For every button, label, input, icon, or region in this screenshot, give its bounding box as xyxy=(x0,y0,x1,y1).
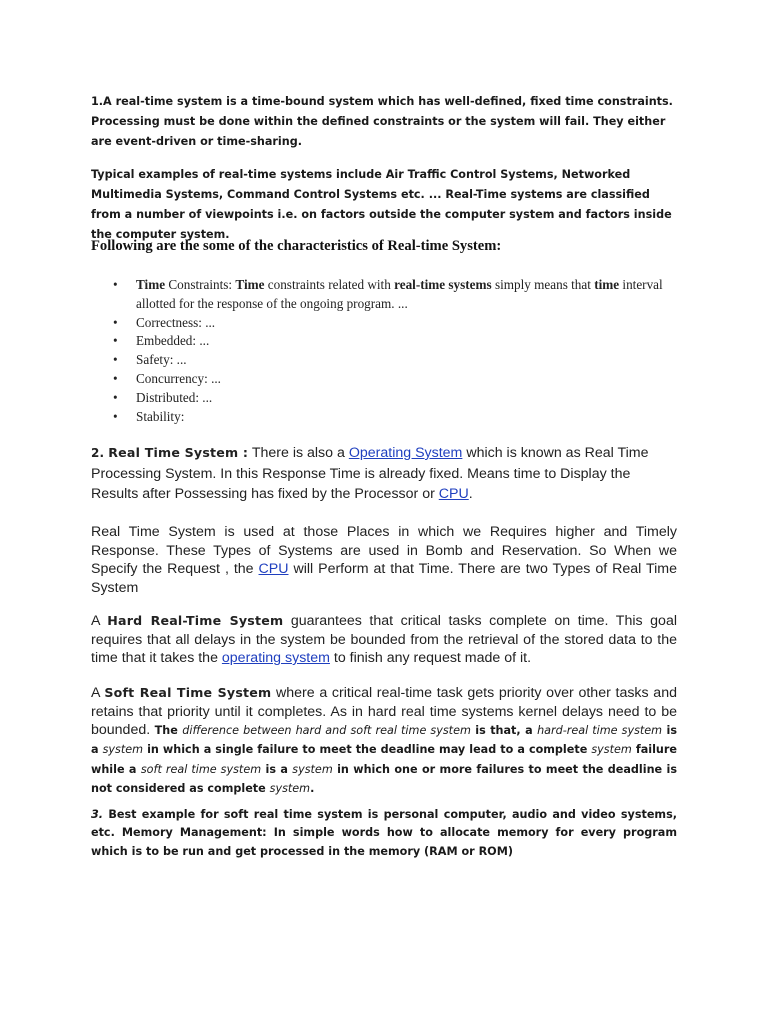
definition-text xyxy=(91,724,677,795)
definition-part: is that, a xyxy=(470,724,538,737)
list-item-text: constraints related with xyxy=(264,277,395,292)
list-item xyxy=(113,389,673,408)
paragraph-text: A xyxy=(91,685,105,701)
characteristics-heading: Following are the some of the characteristics of Real-time System: xyxy=(91,238,502,254)
characteristics-list xyxy=(113,276,673,426)
bullet-icon: • xyxy=(113,314,118,330)
paragraph-text: Best example for soft real time system is personal computer, audio and video systems, etc. Memory Management: In simple words how to allocate memory for every program which is to be run and get processed in the memory (RAM or ROM) xyxy=(91,808,677,858)
definition-part: is a xyxy=(261,762,293,776)
paragraph-text: to finish any request made of it. xyxy=(329,650,532,666)
list-item xyxy=(113,276,673,314)
operating-system-link[interactable]: Operating System xyxy=(348,445,463,461)
bullet-icon: • xyxy=(113,352,118,368)
definition-part: is a xyxy=(91,724,678,757)
hard-real-time-term: Hard Real-Time System xyxy=(107,613,284,628)
list-item-text: Distributed: ... xyxy=(136,389,213,405)
definition-part: failure while a xyxy=(91,743,677,776)
list-item-text: interval allotted for the response of the ongoing program. ... xyxy=(136,277,663,311)
definition-emphasis: system xyxy=(102,743,144,757)
list-item xyxy=(113,332,673,351)
paragraph-usage xyxy=(91,523,677,597)
paragraph-hard-real-time xyxy=(91,612,677,668)
list-item-bold: Time xyxy=(235,277,265,292)
list-item-text: Correctness: ... xyxy=(136,314,216,330)
cpu-link[interactable]: CPU xyxy=(438,486,469,502)
paragraph-text: A xyxy=(91,613,108,629)
list-item xyxy=(113,314,673,333)
definition-part: . xyxy=(310,781,315,795)
definition-part: in which one or more failures to meet the deadline is not considered as complete xyxy=(91,762,677,795)
list-item-text: Concurrency: ... xyxy=(136,370,221,386)
list-item xyxy=(113,408,673,427)
operating-system-link[interactable]: operating system xyxy=(221,650,330,666)
bullet-icon: • xyxy=(113,277,118,292)
paragraph-text: guarantees that critical tasks complete on time. This goal requires that all delays in the system be bounded from the retrieval of the stored data to the time that it takes the xyxy=(91,613,677,666)
paragraph-soft-real-time xyxy=(91,684,677,798)
paragraph-examples: Typical examples of real-time systems include Air Traffic Control Systems, Networked Multimedia Systems, Command Control Systems etc. ... Real-Time systems are classified from a number of viewpoints i.e. on factors outside the computer system and factors inside the computer system. xyxy=(91,168,672,241)
definition-emphasis: system xyxy=(591,743,632,757)
list-item-text: Embedded: ... xyxy=(136,333,210,349)
paragraph-intro: 1.A real-time system is a time-bound system which has well-defined, fixed time constraints. Processing must be done within the defined constraints or the system will fail. They either are event-driven or time-sharing. xyxy=(91,95,673,148)
list-item xyxy=(113,351,673,370)
definition-emphasis: difference between hard and soft real time system xyxy=(182,724,471,737)
paragraph-text: where a critical real-time task gets priority over other tasks and retains that priority until it completes. As in hard real time systems kernel delays need to be bounded. xyxy=(91,685,677,738)
list-item-bold: time xyxy=(594,277,620,292)
section-number: 3. xyxy=(91,808,104,821)
cpu-link[interactable]: CPU xyxy=(258,561,289,577)
list-item-text: Stability: xyxy=(136,408,185,424)
definition-emphasis: soft real time system xyxy=(140,762,262,776)
definition-emphasis: system xyxy=(292,762,333,776)
paragraph-text: Real Time System is used at those Places in which we Requires higher and Timely Response. These Types of Systems are used in Bomb and Reservation. So When we Specify the Request , the xyxy=(91,524,677,577)
definition-emphasis: system xyxy=(269,781,311,795)
section-title: Real Time System : xyxy=(108,445,249,460)
paragraph-real-time-system xyxy=(91,443,669,505)
paragraph-text: will Perform at that Time. There are two Types of Real Time System xyxy=(91,561,678,596)
list-item-bold: real-time systems xyxy=(394,277,492,292)
list-item-text: simply means that xyxy=(491,277,595,292)
bullet-icon: • xyxy=(113,370,118,386)
list-item-bold: Time xyxy=(136,277,166,292)
list-item-text: Constraints: xyxy=(165,277,236,292)
soft-real-time-term: Soft Real Time System xyxy=(104,685,272,700)
list-item xyxy=(113,370,673,389)
section-number: 2. xyxy=(91,446,105,460)
list-item-text: Safety: ... xyxy=(136,352,187,368)
bullet-icon: • xyxy=(113,389,118,405)
definition-part: The xyxy=(154,724,183,737)
paragraph-text: which is known as Real Time Processing System. In this Response Time is already fixed. Means time to Display the Results after Possessing has fixed by the Processor or xyxy=(91,445,649,502)
paragraph-text: . xyxy=(468,486,473,502)
paragraph-examples-memory xyxy=(91,806,677,861)
definition-emphasis: hard-real time system xyxy=(537,724,663,737)
paragraph-text: There is also a xyxy=(248,445,349,461)
bullet-icon: • xyxy=(113,333,118,349)
definition-part: in which a single failure to meet the deadline may lead to a complete xyxy=(143,743,592,757)
bullet-icon: • xyxy=(113,408,118,424)
